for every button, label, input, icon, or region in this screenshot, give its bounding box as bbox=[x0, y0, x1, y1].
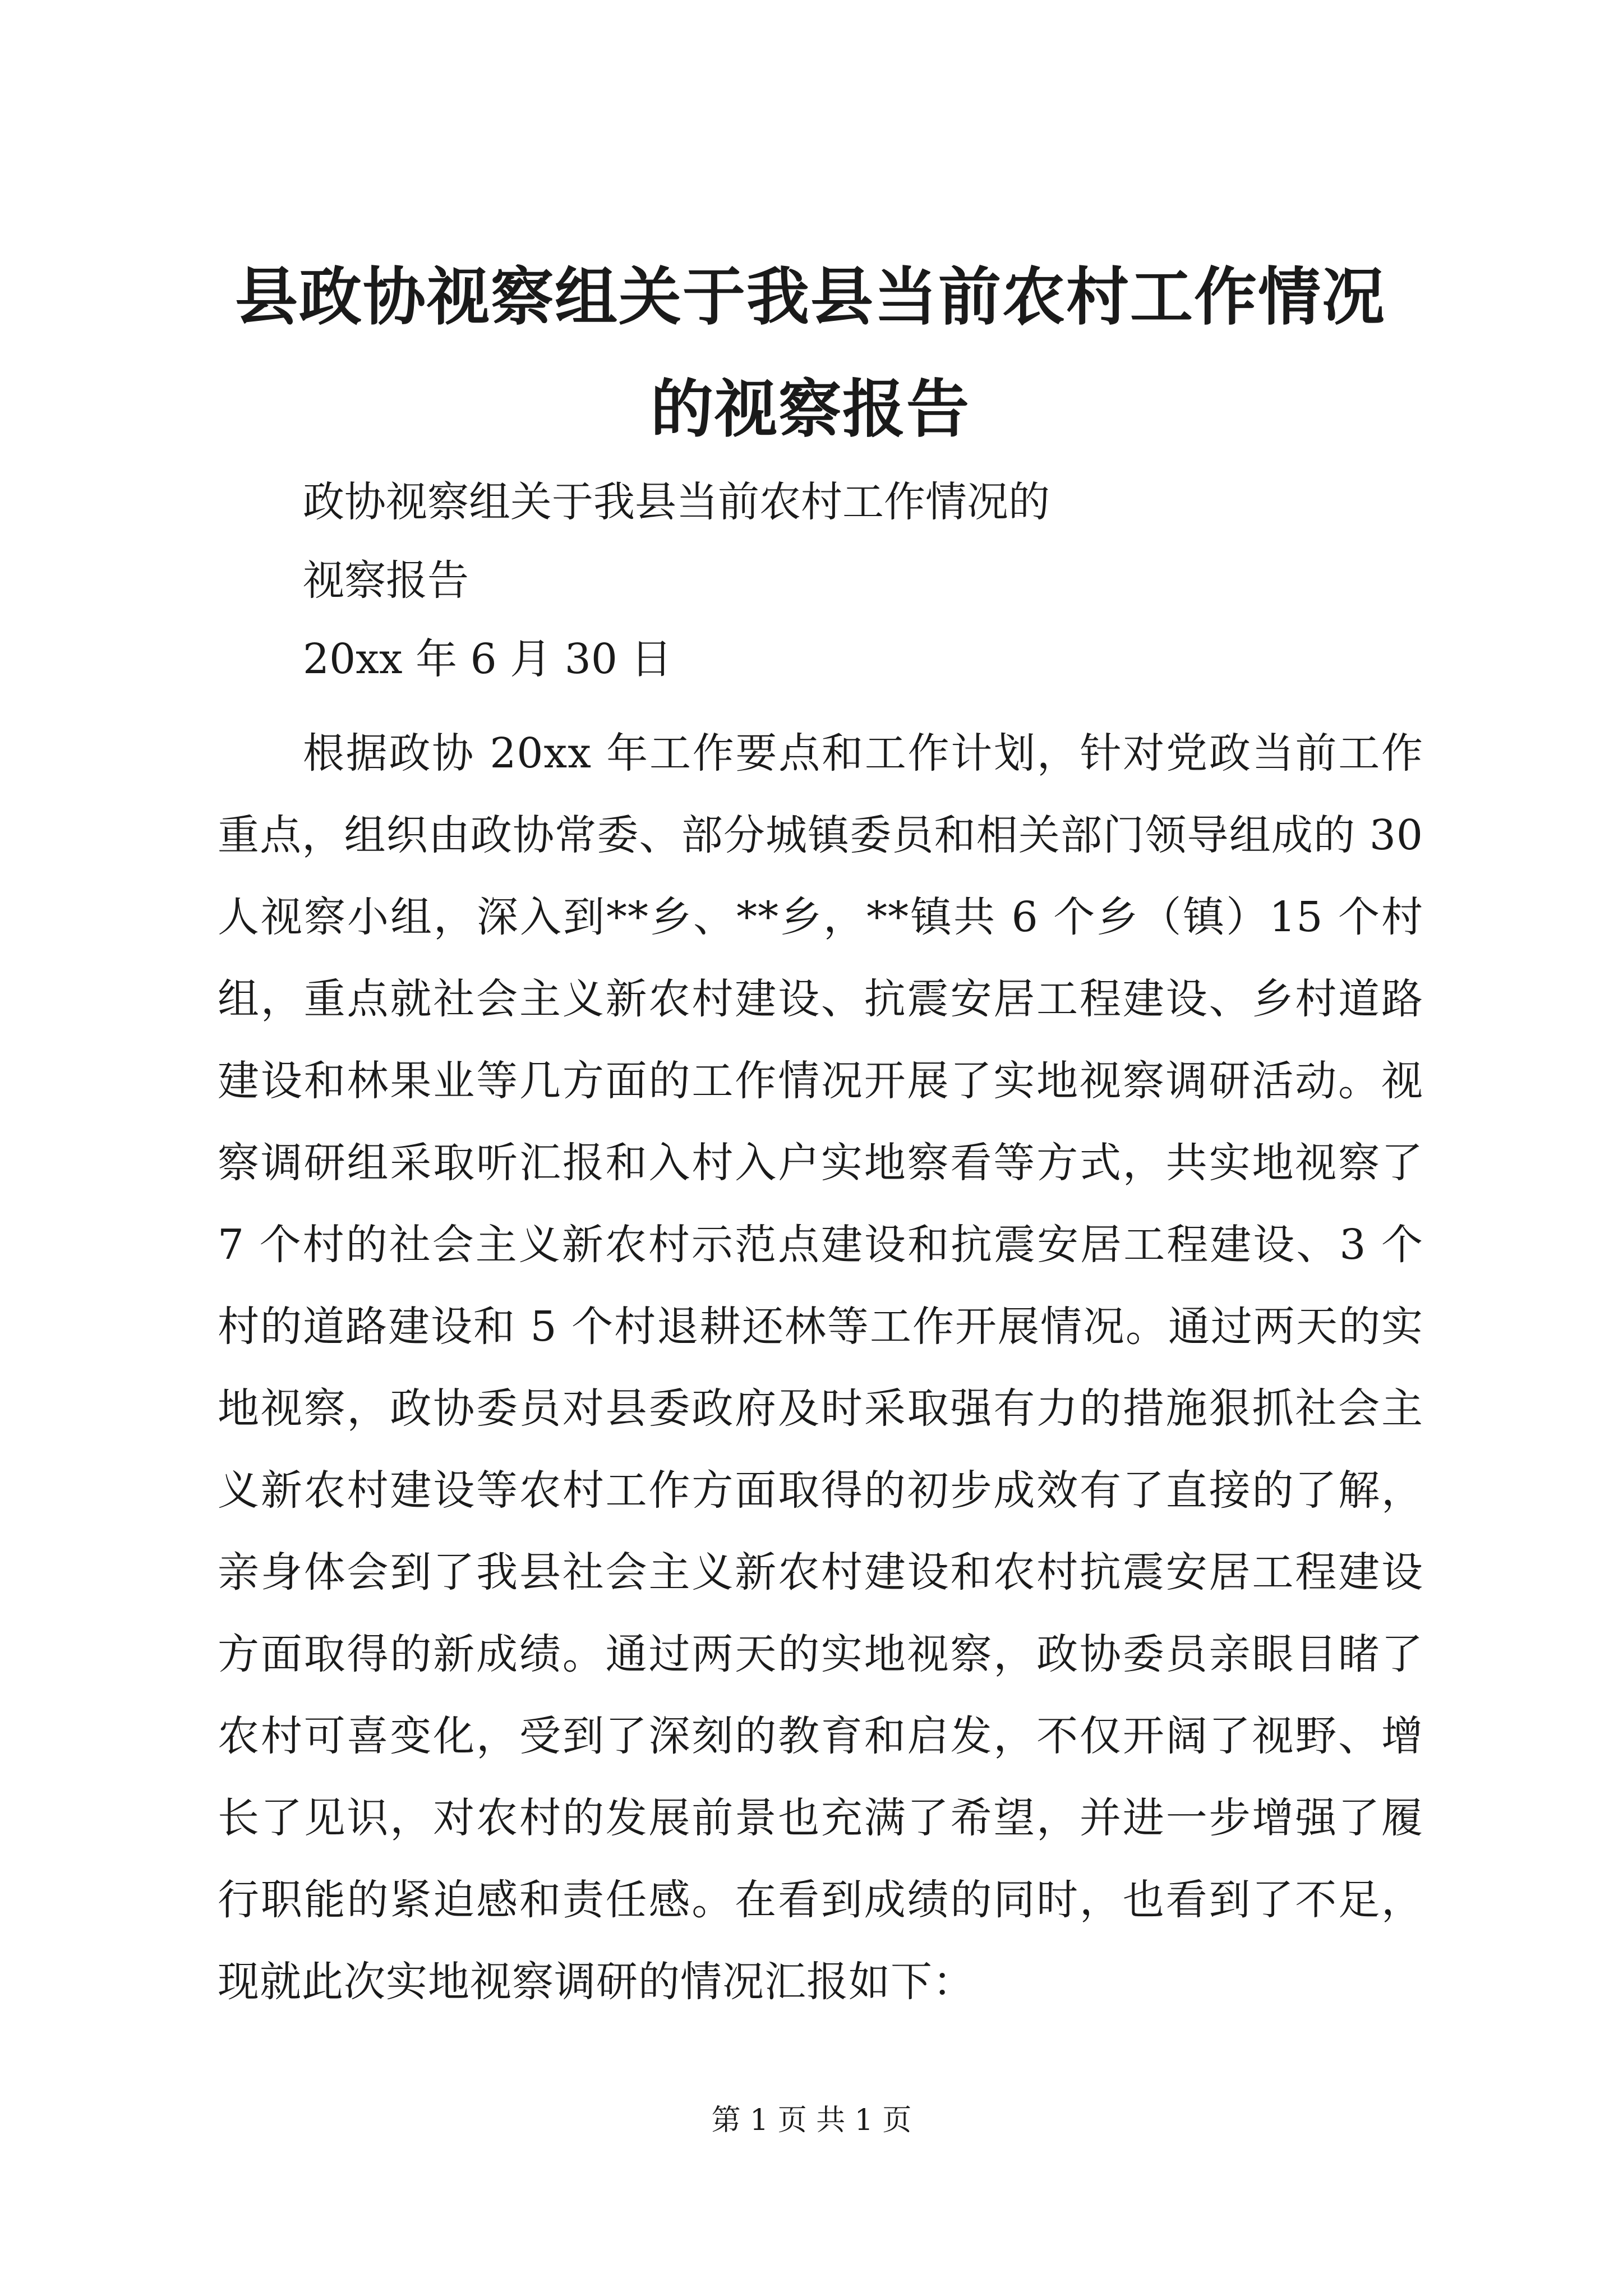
document-title: 县政协视察组关于我县当前农村工作情况的视察报告 bbox=[235, 260, 1386, 446]
subtitle-line-2: 视察报告 bbox=[303, 556, 469, 605]
report-date: 20xx 年 6 月 30 日 bbox=[303, 635, 672, 683]
body-paragraph: 根据政协 20xx 年工作要点和工作计划，针对党政当前工作重点，组织由政协常委、部分城镇委员和相关部门领导组成的 30 人视察小组，深入到**乡、**乡，**镇共 6 个乡（镇）15 个村组，重点就社会主义新农村建设、抗震安居工程建设、乡村道路建设和林果业等几方面的工作情况开展了实地视察调研活动。视察调研组采取听汇报和入村入户实地察看等方式，共实地视察了 7 个村的社会主义新农村示范点建设和抗震安居工程建设、3 个村的道路建设和 5 个村退耕还林等工作开展情况。通过两天的实地视察，政协委员对县委政府及时采取强有力的措施狠抓社会主义新农村建设等农村工作方面取得的初步成效有了直接的了解，亲身体会到了我县社会主义新农村建设和农村抗震安居工程建设方面取得的新成绩。通过两天的实地视察，政协委员亲眼目睹了农村可喜变化，受到了深刻的教育和启发，不仅开阔了视野、增长了见识，对农村的发展前景也充满了希望，并进一步增强了履行职能的紧迫感和责任感。在看到成绩的同时，也看到了不足，现就此次实地视察调研的情况汇报如下： bbox=[218, 729, 1423, 2006]
subtitle-line-1: 政协视察组关于我县当前农村工作情况的 bbox=[303, 478, 1050, 526]
page-footer: 第 1 页 共 1 页 bbox=[711, 2104, 912, 2137]
